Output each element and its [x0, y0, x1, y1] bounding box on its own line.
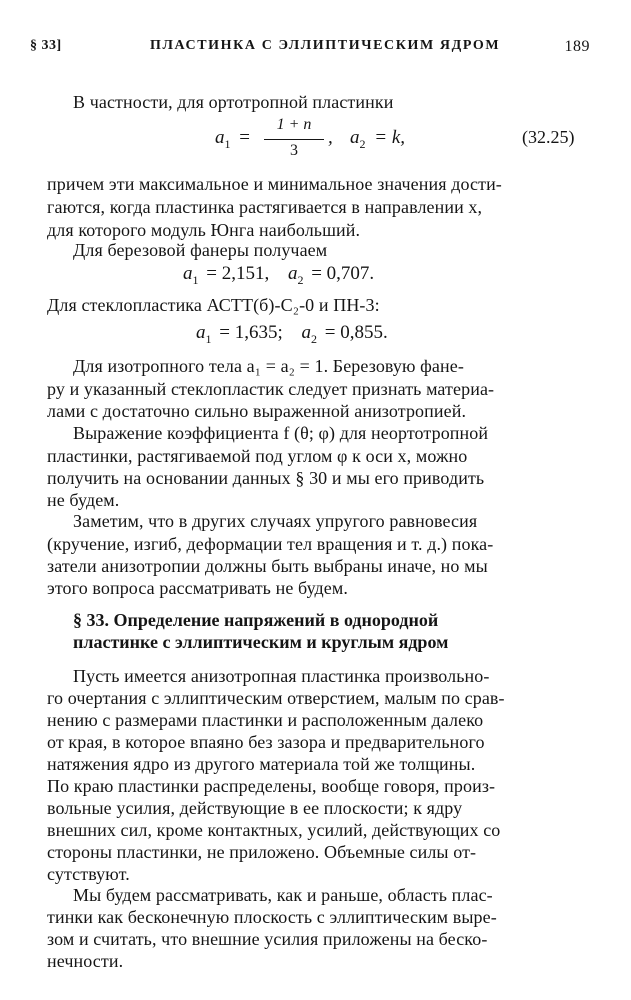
text-line: натяжения ядро из другого материала той же толщины.	[47, 754, 476, 774]
text-line: пластинки, растягиваемой под углом φ к оси x, можно	[47, 446, 468, 466]
eq1-numerator: 1 + n	[276, 116, 312, 133]
text-line: го очертания с эллиптическим отверстием, малым по срав-	[47, 688, 505, 708]
text-line: ру и указанный стеклопластик следует признать материа-	[47, 379, 495, 399]
eq1-denominator: 3	[290, 142, 298, 159]
text-line: внешних сил, кроме контактных, усилий, действующих со	[47, 820, 501, 840]
text-line: не будем.	[47, 490, 120, 510]
text-line: Выражение коэффициента f (θ; φ) для неортотропной	[73, 423, 489, 443]
birch-intro: Для березовой фанеры получаем	[73, 240, 328, 260]
text-line: причем эти максимальное и минимальное значения дости-	[47, 174, 502, 194]
text-line: нению с размерами пластинки и расположенным далеко	[47, 710, 484, 730]
text-line: этого вопроса рассматривать не будем.	[47, 578, 348, 598]
text-line: получить на основании данных § 30 и мы его приводить	[47, 468, 485, 488]
text-line: По краю пластинки распределены, вообще говоря, произ-	[47, 776, 496, 796]
equation-glass: $a_1 = 1,635$; $a_2 = 0,855$.	[196, 322, 388, 346]
eq1-comma: ,	[328, 127, 333, 148]
heading-line: § 33. Определение напряжений в однородной	[73, 610, 439, 630]
text-line: сутствуют.	[47, 864, 130, 884]
heading-line: пластинке с эллиптическим и круглым ядром	[73, 632, 449, 652]
page-number: 189	[564, 38, 590, 55]
text-line: зом и считать, что внешние усилия приложены на беско-	[47, 929, 488, 949]
text-line: для которого модуль Юнга наибольший.	[47, 220, 361, 240]
text-line: нечности.	[47, 951, 124, 971]
header-section: § 33]	[30, 38, 62, 53]
equation-number: (32.25)	[522, 127, 575, 147]
text-line: затели анизотропии должны быть выбраны иначе, но мы	[47, 556, 488, 576]
glass-intro: Для стеклопластика АСТТ(б)-С₂-0 и ПН-3:	[47, 295, 380, 315]
text-line: тинки как бесконечную плоскость с эллиптическим выре-	[47, 907, 497, 927]
equation-birch: $a_1 = 2,151$, $a_2 = 0,707$.	[183, 263, 375, 287]
intro-line: В частности, для ортотропной пластинки	[73, 92, 394, 112]
text-line: стороны пластинки, не приложено. Объемные силы от-	[47, 842, 477, 862]
text-line: лами с достаточно сильно выраженной анизотропией.	[47, 401, 467, 421]
eq1-lhs: $a_1$ =	[215, 127, 250, 151]
text-line: Для изотропного тела a₁ = a₂ = 1. Березовую фане-	[73, 356, 464, 376]
text-line: вольные усилия, действующие в ее плоскости; к ядру	[47, 798, 463, 818]
text-line: (кручение, изгиб, деформации тел вращения и т. д.) пока-	[47, 534, 494, 554]
running-header	[30, 38, 590, 58]
text-line: Заметим, что в других случаях упругого равновесия	[73, 511, 478, 531]
text-line: Мы будем рассматривать, как и раньше, область плас-	[73, 885, 493, 905]
header-title: ПЛАСТИНКА С ЭЛЛИПТИЧЕСКИМ ЯДРОМ	[150, 38, 501, 53]
text-line: гаются, когда пластинка растягивается в направлении x,	[47, 197, 483, 217]
text-line: Пусть имеется анизотропная пластинка произвольно-	[73, 666, 490, 686]
eq1-fraction-bar	[264, 139, 324, 140]
text-line: от края, в которое впаяно без зазора и предварительного	[47, 732, 485, 752]
eq1-rhs: $a_2 = k$,	[350, 127, 406, 151]
